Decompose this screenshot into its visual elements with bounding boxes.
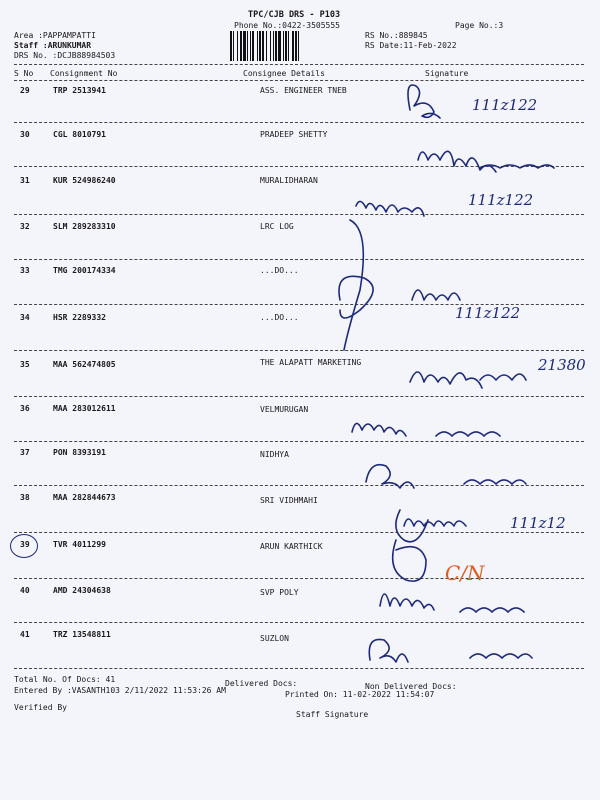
row-consignment: SLM 289283310 (53, 222, 116, 231)
barcode-bar (270, 31, 271, 61)
barcode-bar (288, 31, 289, 61)
barcode-bar (295, 31, 297, 61)
row-consignee: VELMURUGAN (260, 405, 309, 414)
row-consignee: LRC LOG (260, 222, 294, 231)
delivered-docs: Delivered Docs: (225, 679, 298, 688)
staff-field: Staff :ARUNKUMAR (14, 41, 92, 50)
annotation-date: 111z12 (510, 514, 566, 532)
row-sno: 38 (20, 493, 30, 502)
signature-stroke (464, 480, 526, 484)
annotation-number: 21380 (538, 356, 586, 374)
drs-number: DRS No. :DCJB88984503 (14, 51, 116, 60)
row-consignment: AMD 24304638 (53, 586, 111, 595)
column-consignment: Consignment No (50, 69, 118, 78)
row-divider (14, 622, 584, 623)
row-sno: 40 (20, 586, 30, 595)
row-consignee: NIDHYA (260, 450, 289, 459)
barcode-bar (266, 31, 267, 61)
barcode-bar (283, 31, 284, 61)
barcode-bar (278, 31, 281, 61)
barcode-bar (273, 31, 274, 61)
header-divider (14, 64, 584, 65)
signature-stroke (436, 432, 500, 436)
row-consignment: HSR 2289332 (53, 313, 106, 322)
barcode-bar (252, 31, 254, 61)
row-consignee: SVP POLY (260, 588, 299, 597)
column-sno: S No (14, 69, 34, 78)
row-sno: 31 (20, 176, 30, 185)
row-divider (14, 166, 584, 167)
row-consignee: ...DO... (260, 266, 299, 275)
rs-date: RS Date:11-Feb-2022 (365, 41, 457, 50)
barcode-bar (243, 31, 246, 61)
annotation-date: 111z122 (472, 96, 538, 114)
row-divider (14, 214, 584, 215)
row-consignee: ...DO... (260, 313, 299, 322)
barcode-bar (257, 31, 258, 61)
row-consignee: SRI VIDHMAHI (260, 496, 318, 505)
signature-stroke (460, 608, 524, 612)
signature-stroke (352, 423, 406, 436)
row-consignment: MAA 562474805 (53, 360, 116, 369)
row-sno: 35 (20, 360, 30, 369)
page-number: Page No.:3 (455, 21, 504, 30)
non-delivered-docs: Non Delivered Docs: (365, 682, 457, 691)
row-divider (14, 668, 584, 669)
staff-signature-label: Staff Signature (296, 710, 369, 719)
row-sno: 30 (20, 130, 30, 139)
row-sno: 39 (20, 540, 30, 549)
row-consignment: MAA 283012611 (53, 404, 116, 413)
entered-by: Entered By :VASANTH103 2/11/2022 11:53:26 AM (14, 686, 226, 695)
barcode-bar (298, 31, 299, 61)
row-consignment: CGL 8010791 (53, 130, 106, 139)
barcode-bar (247, 31, 248, 61)
rs-number: RS No.:889845 (365, 31, 428, 40)
barcode-bar (233, 31, 234, 61)
row-divider (14, 485, 584, 486)
area-field: Area :PAPPAMPATTI (14, 31, 96, 40)
row-sno: 33 (20, 266, 30, 275)
row-sno: 32 (20, 222, 30, 231)
barcode-bar (259, 31, 261, 61)
column-signature: Signature (425, 69, 469, 78)
barcode-bar (262, 31, 264, 61)
row-divider (14, 441, 584, 442)
column-consignee: Consignee Details (243, 69, 325, 78)
row-consignment: MAA 282844673 (53, 493, 116, 502)
row-consignment: TRZ 13548811 (53, 630, 111, 639)
signature-stroke (396, 510, 428, 542)
barcode-bar (237, 31, 238, 61)
signature-stroke (369, 639, 408, 662)
signature-stroke (410, 372, 482, 388)
row-consignee: ARUN KARTHICK (260, 542, 323, 551)
signature-stroke (404, 519, 466, 526)
row-divider (14, 396, 584, 397)
annotation-date: 111z122 (455, 304, 521, 322)
row-consignee: THE ALAPATT MARKETING (260, 358, 362, 367)
signature-stroke (408, 85, 440, 118)
row-consignee: PRADEEP SHETTY (260, 130, 328, 139)
signature-stroke (412, 290, 460, 300)
total-docs: Total No. Of Docs: 41 (14, 675, 116, 684)
row-sno: 34 (20, 313, 30, 322)
signature-stroke (344, 220, 363, 350)
row-divider (14, 304, 584, 305)
phone-number: Phone No.:0422-3505555 (234, 21, 340, 30)
row-consignee: ASS. ENGINEER TNEB (260, 86, 347, 95)
barcode-image (230, 31, 360, 61)
row-sno: 29 (20, 86, 30, 95)
signature-stroke (470, 654, 532, 658)
row-sno: 37 (20, 448, 30, 457)
signature-stroke (418, 151, 496, 172)
signature-stroke (339, 276, 373, 318)
row-consignment: TVR 4011299 (53, 540, 106, 549)
row-consignment: PON 8393191 (53, 448, 106, 457)
row-consignee: MURALIDHARAN (260, 176, 318, 185)
barcode-bar (292, 31, 294, 61)
annotation-cn: C/N (445, 561, 485, 585)
row-consignee: SUZLON (260, 634, 289, 643)
verified-by: Verified By (14, 703, 67, 712)
signature-stroke (393, 540, 426, 581)
row-divider (14, 578, 584, 579)
row-sno: 41 (20, 630, 30, 639)
barcode-bar (230, 31, 232, 61)
signature-stroke (380, 594, 434, 610)
printed-on: Printed On: 11-02-2022 11:54:07 (285, 690, 435, 699)
row-sno: 36 (20, 404, 30, 413)
barcode-bar (285, 31, 287, 61)
barcode-bar (275, 31, 277, 61)
signature-stroke (480, 374, 526, 380)
row-consignment: TRP 2513941 (53, 86, 106, 95)
sheet-title: TPC/CJB DRS - P103 (248, 10, 341, 20)
row-consignment: TMG 200174334 (53, 266, 116, 275)
row-divider (14, 259, 584, 260)
row-divider (14, 122, 584, 123)
column-divider (14, 80, 584, 81)
row-divider (14, 532, 584, 533)
barcode-bar (250, 31, 251, 61)
barcode-bar (240, 31, 242, 61)
row-consignment: KUR 524986240 (53, 176, 116, 185)
row-divider (14, 350, 584, 351)
annotation-date: 111z122 (468, 191, 534, 209)
